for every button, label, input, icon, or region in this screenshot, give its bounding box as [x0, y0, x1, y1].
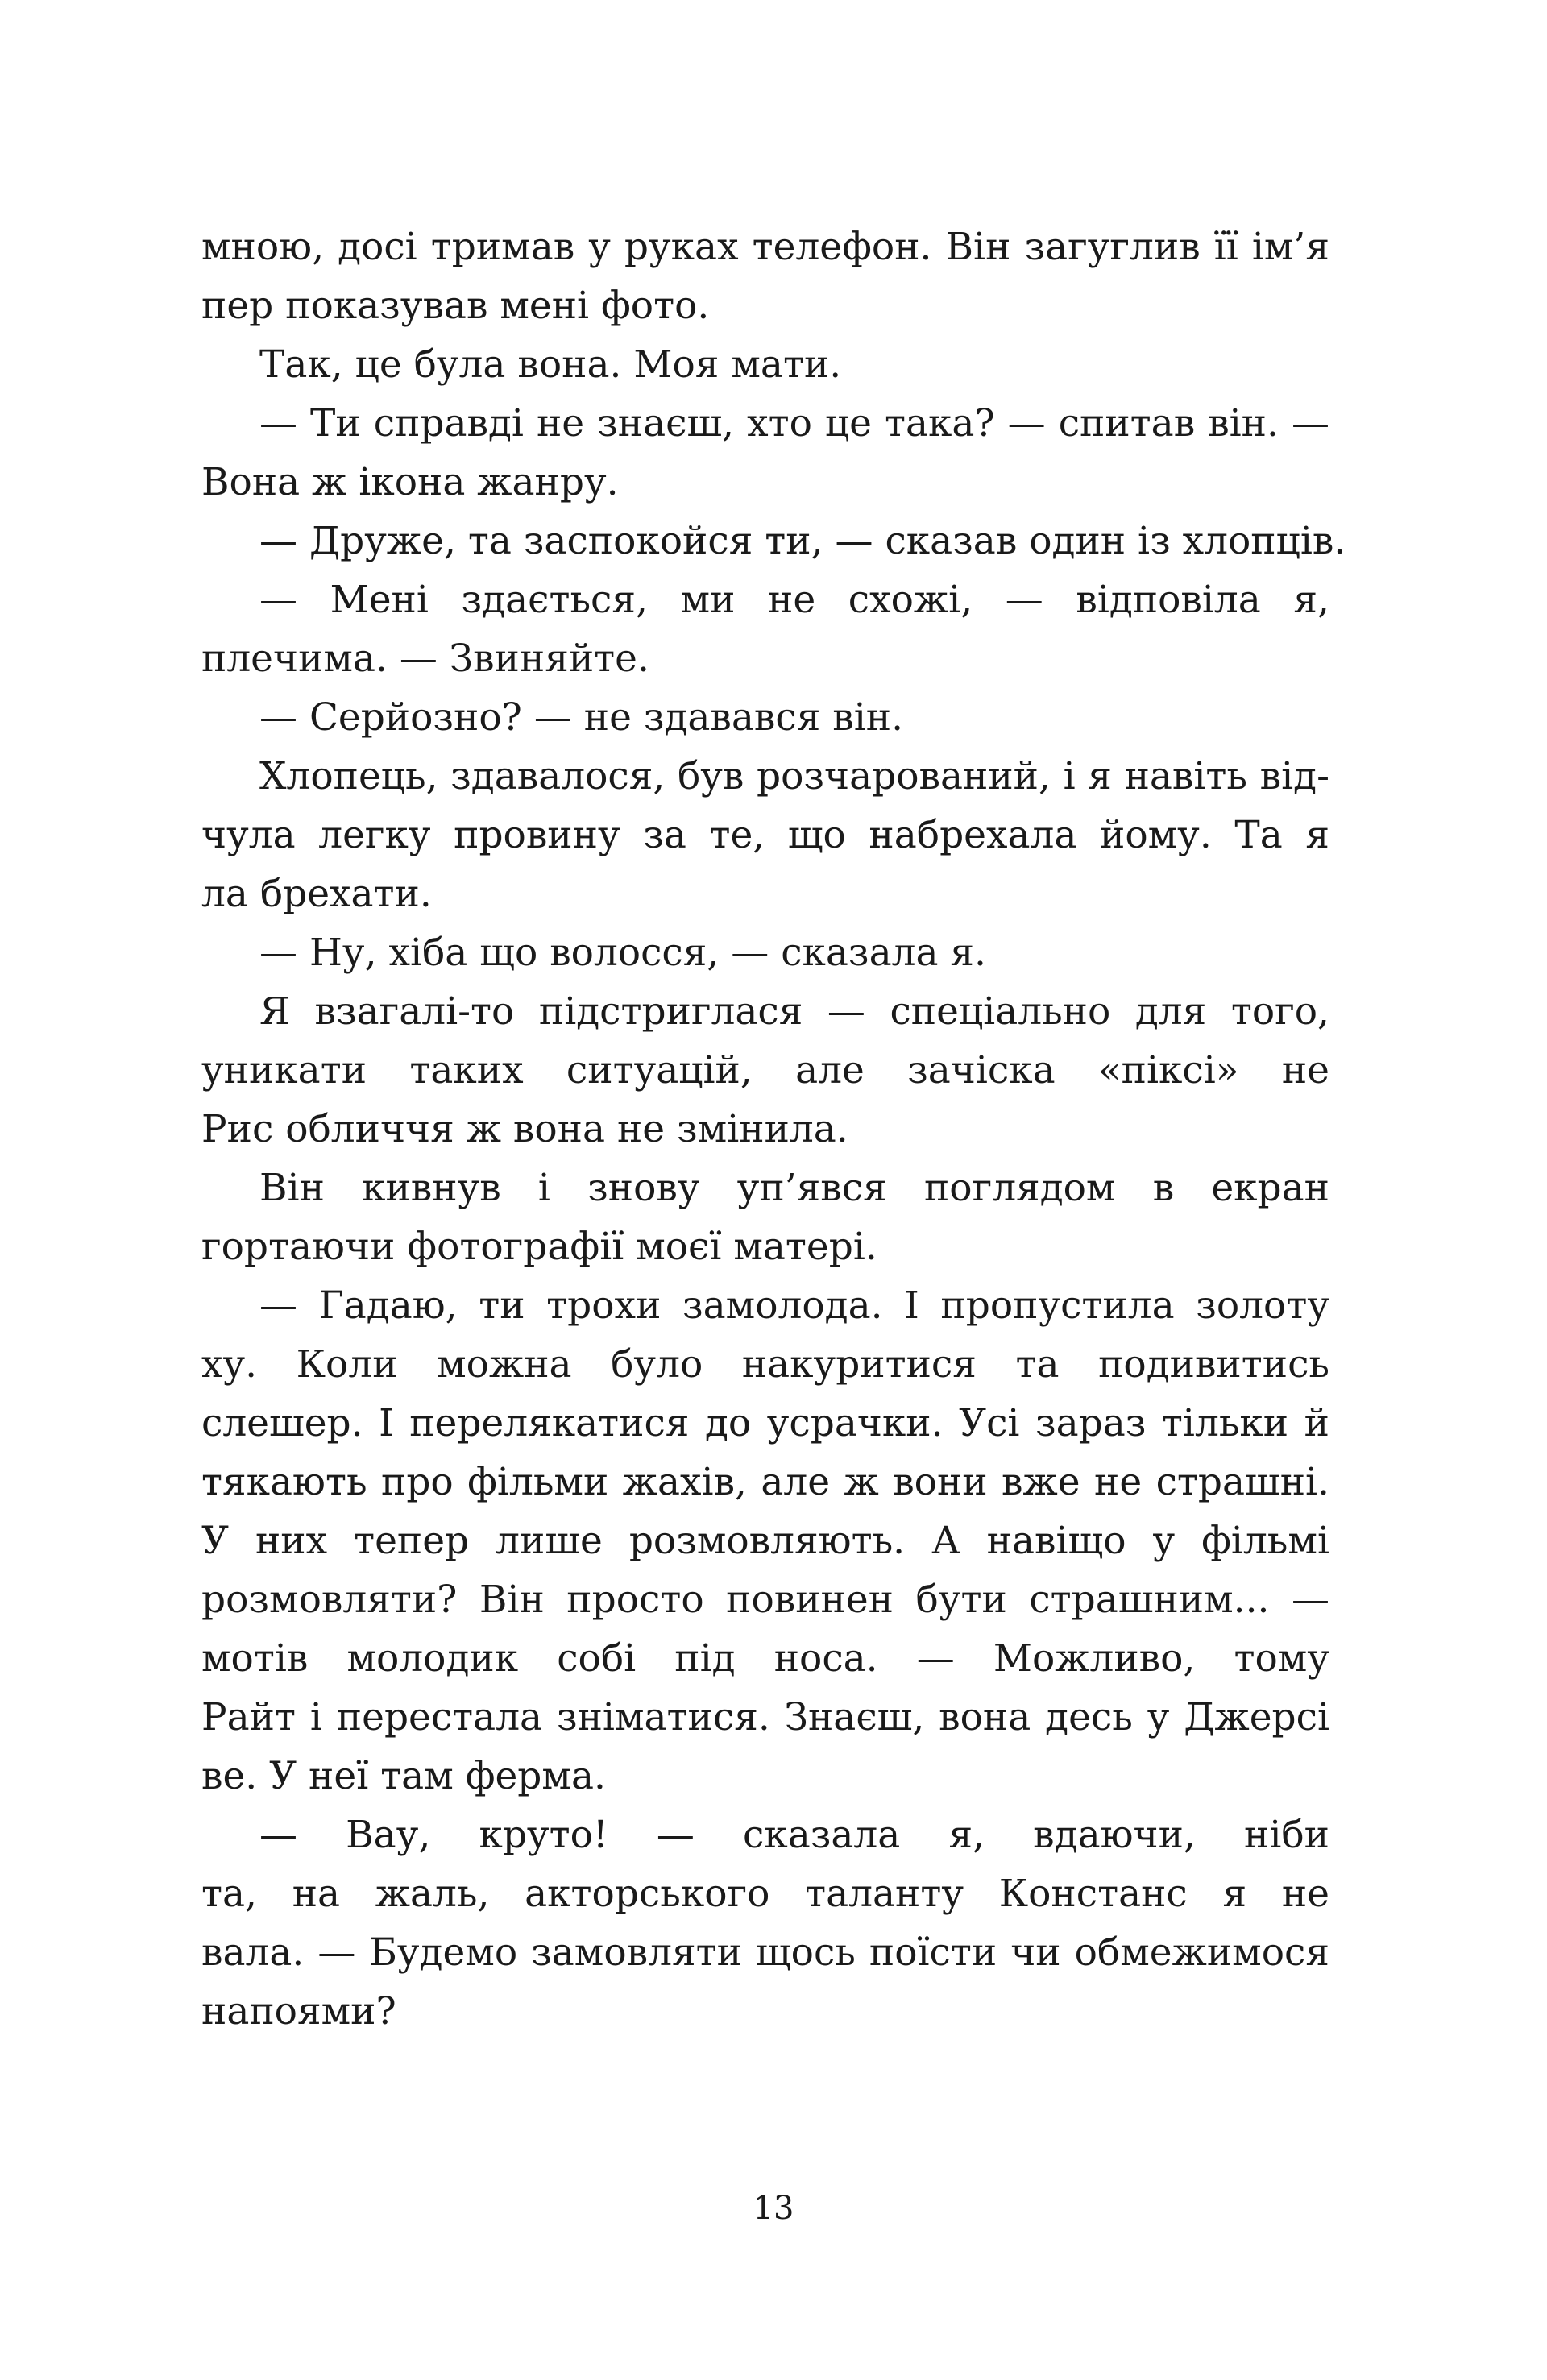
text-line: Хлопець, здавалося, був розчарований, і я навіть від-: [259, 754, 1329, 798]
paragraph: [201, 1276, 1329, 1806]
text-line: — Ти справді не знаєш, хто це така? — спитав він. —: [259, 401, 1329, 446]
text-line: У них тепер лише розмовляють. А навіщо у фільмі: [201, 1519, 1329, 1563]
text-line: Я взагалі-то підстриглася — спеціально для того,: [259, 989, 1329, 1034]
paragraph: [201, 1159, 1329, 1276]
text-line: слешер. І перелякатися до усрачки. Усі зараз тільки й: [201, 1401, 1329, 1445]
text-line: ху. Коли можна було накуритися та подивитись: [201, 1342, 1329, 1387]
text-line: гортаючи фотографії моєї матері.: [201, 1225, 877, 1269]
text-line: Райт і перестала зніматися. Знаєш, вона десь у Джерсі: [201, 1695, 1329, 1739]
paragraph: [201, 982, 1329, 1159]
paragraph: [201, 570, 1329, 688]
text-line: мною, досі тримав у руках телефон. Він загуглив її ім’я: [201, 225, 1329, 269]
paragraph: [201, 394, 1329, 512]
text-line: Рис обличчя ж вона не змінила.: [201, 1107, 848, 1151]
paragraph: [201, 1806, 1329, 2041]
text-line: та, на жаль, акторського таланту Констанс я не: [201, 1872, 1329, 1916]
text-line: Так, це була вона. Моя мати.: [259, 342, 842, 387]
text-line: вала. — Будемо замовляти щось поїсти чи обмежимося: [201, 1930, 1329, 1975]
text-line: Вона ж ікона жанру.: [201, 460, 619, 504]
text-line: плечима. — Звиняйте.: [201, 636, 649, 681]
text-line: — Вау, круто! — сказала я, вдаючи, ніби: [259, 1813, 1329, 1857]
text-line: пер показував мені фото.: [201, 284, 710, 328]
page-number: 13: [753, 2190, 794, 2227]
paragraph: [201, 335, 1329, 394]
paragraph: [201, 923, 1329, 982]
text-line: чула легку провину за те, що набрехала йому. Та я: [201, 813, 1329, 857]
text-line: уникати таких ситуацій, але зачіска «піксі» не: [201, 1048, 1329, 1093]
text-line: — Серйозно? — не здавався він.: [259, 695, 904, 740]
paragraph: [201, 218, 1329, 335]
text-line: — Мені здається, ми не схожі, — відповіла я,: [259, 578, 1329, 622]
text-line: ла брехати.: [201, 872, 432, 916]
text-line: — Друже, та заспокойся ти, — сказав один із хлопців.: [259, 519, 1346, 563]
text-line: Він кивнув і знову уп’явся поглядом в екран: [259, 1166, 1329, 1210]
text-line: мотів молодик собі під носа. — Можливо, тому: [201, 1636, 1329, 1681]
text-line: напоями?: [201, 1989, 396, 2034]
paragraph: [201, 688, 1329, 747]
text-line: ве. У неї там ферма.: [201, 1754, 606, 1798]
paragraph: [201, 512, 1346, 570]
text-line: тякають про фільми жахів, але ж вони вже не страшні.: [201, 1460, 1329, 1504]
text-line: — Ну, хіба що волосся, — сказала я.: [259, 931, 986, 975]
text-line: розмовляти? Він просто повинен бути страшним... —: [201, 1578, 1329, 1622]
text-line: — Гадаю, ти трохи замолода. І пропустила золоту: [259, 1283, 1329, 1328]
body-text: [201, 218, 1346, 2041]
paragraph: [201, 747, 1329, 923]
